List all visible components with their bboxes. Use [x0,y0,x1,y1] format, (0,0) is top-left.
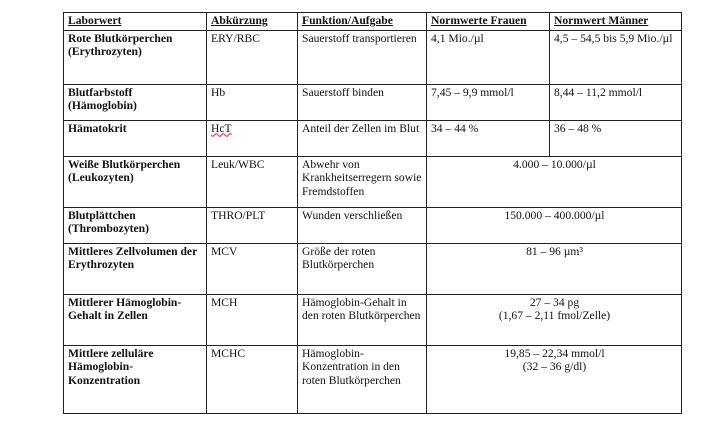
table-row [64,30,682,84]
table-row [64,207,682,243]
value-line-secondary: (32 – 36 g/dl) [522,360,587,374]
table-row [64,294,682,345]
row-parameter: Weiße Blutkörperchen (Leukozyten) [64,156,207,207]
row-function: Größe der roten Blutkörperchen [298,243,427,294]
header-normwert-maenner: Normwert Männer [550,13,682,31]
row-parameter: Rote Blutkörperchen (Erythrozyten) [64,30,207,84]
row-function: Anteil der Zellen im Blut [298,120,427,156]
row-value-women: 4,1 Mio./µl [427,30,550,84]
row-value-men: 36 – 48 % [550,120,682,156]
row-value-range: 150.000 – 400.000/µl [427,207,682,243]
row-abbreviation: MCV [207,243,298,294]
row-abbreviation: ERY/RBC [207,30,298,84]
row-abbreviation: THRO/PLT [207,207,298,243]
row-abbreviation: Leuk/WBC [207,156,298,207]
value-line-primary: 19,85 – 22,34 mmol/l [504,346,605,360]
header-normwerte-frauen: Normwerte Frauen [427,13,550,31]
row-value-range: 81 – 96 µm³ [427,243,682,294]
table-row [64,156,682,207]
row-function: Sauerstoff binden [298,84,427,120]
table-row [64,120,682,156]
table-row [64,243,682,294]
row-value-men: 8,44 – 11,2 mmol/l [550,84,682,120]
row-value-range [427,345,682,413]
row-parameter: Blutplättchen (Thrombozyten) [64,207,207,243]
row-abbreviation: MCH [207,294,298,345]
table-row [64,84,682,120]
row-parameter: Mittlere zelluläre Hämoglobin-Konzentration [64,345,207,413]
row-parameter: Hämatokrit [64,120,207,156]
table-row [64,345,682,413]
row-parameter: Mittleres Zellvolumen der Erythrozyten [64,243,207,294]
row-value-range [427,294,682,345]
row-value-women: 7,45 – 9,9 mmol/l [427,84,550,120]
row-function: Wunden verschließen [298,207,427,243]
lab-values-table [63,12,682,414]
row-abbreviation: Hb [207,84,298,120]
row-value-women: 34 – 44 % [427,120,550,156]
row-function: Hämoglobin-Konzentration in den roten Blutkörperchen [298,345,427,413]
row-parameter: Mittlerer Hämoglobin-Gehalt in Zellen [64,294,207,345]
table-header-row [64,13,682,31]
value-line-primary: 27 – 34 pg [529,295,580,309]
row-value-range: 4.000 – 10.000/µl [427,156,682,207]
header-laborwert: Laborwert [64,13,207,31]
row-value-men: 4,5 – 54,5 bis 5,9 Mio./µl [550,30,682,84]
row-function: Sauerstoff transportieren [298,30,427,84]
row-abbreviation [207,120,298,156]
spellcheck-word: HcT [211,121,232,135]
header-abkuerzung: Abkürzung [207,13,298,31]
value-line-secondary: (1,67 – 2,11 fmol/Zelle) [498,309,611,323]
row-function: Hämoglobin-Gehalt in den roten Blutkörperchen [298,294,427,345]
row-function: Abwehr von Krankheitserregern sowie Fremdstoffen [298,156,427,207]
row-parameter: Blutfarbstoff (Hämoglobin) [64,84,207,120]
header-funktion: Funktion/Aufgabe [298,13,427,31]
row-abbreviation: MCHC [207,345,298,413]
